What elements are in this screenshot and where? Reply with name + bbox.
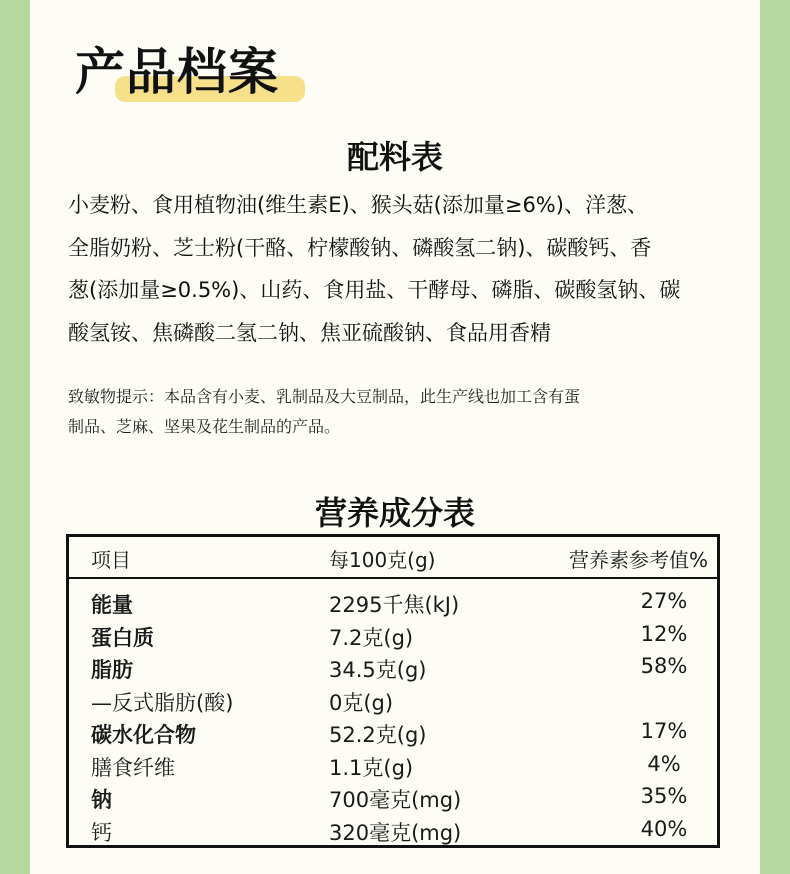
nutrient-nrv: 40% <box>640 816 688 841</box>
ingredients-heading: 配料表 <box>346 138 443 176</box>
table-header-row <box>69 537 717 579</box>
nutrient-amount: 2295千焦(kJ) <box>329 593 460 617</box>
nutrient-nrv: 58% <box>640 654 688 678</box>
nutrient-name: 蛋白质 <box>91 625 154 650</box>
table-row <box>69 784 717 816</box>
nutrient-name: 钠 <box>91 788 112 812</box>
table-row <box>69 719 717 751</box>
ingredients-line: 葱(添加量≥0.5%)、山药、食用盐、干酵母、磷脂、碳酸氢钠、碳 <box>68 278 681 302</box>
nutrient-nrv: 12% <box>640 621 688 646</box>
nutrient-amount: 52.2克(g) <box>329 723 427 747</box>
table-row <box>69 654 717 686</box>
nutrient-amount: 0克(g) <box>329 690 394 715</box>
allergen-line: 制品、芝麻、坚果及花生制品的产品。 <box>68 417 341 436</box>
table-row <box>69 687 717 719</box>
nutrient-nrv: 4% <box>647 751 681 776</box>
table-row <box>69 817 717 849</box>
nutrient-amount: 7.2克(g) <box>329 625 414 650</box>
nutrient-name: 碳水化合物 <box>91 723 196 747</box>
allergen-line: 致敏物提示：本品含有小麦、乳制品及大豆制品，此生产线也加工含有蛋 <box>68 387 581 406</box>
nutrient-amount: 34.5克(g) <box>329 658 427 682</box>
nutrient-name: —反式脂肪(酸) <box>91 690 234 715</box>
column-header-nrv: 营养素参考值% <box>569 548 709 572</box>
nutrient-nrv: 35% <box>640 784 688 808</box>
nutrient-amount: 700毫克(mg) <box>329 788 462 812</box>
nutrient-amount: 320毫克(mg) <box>329 820 462 845</box>
nutrition-table <box>66 534 720 848</box>
ingredients-line: 小麦粉、食用植物油(维生素E)、猴头菇(添加量≥6%)、洋葱、 <box>68 193 648 217</box>
nutrient-name: 能量 <box>91 593 133 617</box>
ingredients-line: 全脂奶粉、芝士粉(干酪、柠檬酸钠、磷酸氢二钠)、碳酸钙、香 <box>68 235 652 260</box>
column-header-item: 项目 <box>91 548 131 572</box>
nutrient-nrv: 27% <box>640 589 688 613</box>
nutrient-name: 脂肪 <box>91 658 133 682</box>
title-block <box>75 30 315 110</box>
table-row <box>69 589 717 621</box>
nutrition-heading: 营养成分表 <box>314 494 475 532</box>
nutrient-name: 膳食纤维 <box>91 755 175 780</box>
column-header-per100g: 每100克(g) <box>329 548 436 572</box>
nutrient-amount: 1.1克(g) <box>329 755 414 780</box>
nutrient-nrv: 17% <box>640 719 688 743</box>
ingredients-line: 酸氢铵、焦磷酸二氢二钠、焦亚硫酸钠、食品用香精 <box>68 320 551 345</box>
page-title: 产品档案 <box>75 43 279 101</box>
ingredients-list <box>68 184 738 354</box>
allergen-notice <box>68 382 738 442</box>
nutrient-name: 钙 <box>91 820 112 845</box>
table-row <box>69 622 717 654</box>
product-profile-panel <box>30 0 760 874</box>
table-row <box>69 752 717 784</box>
